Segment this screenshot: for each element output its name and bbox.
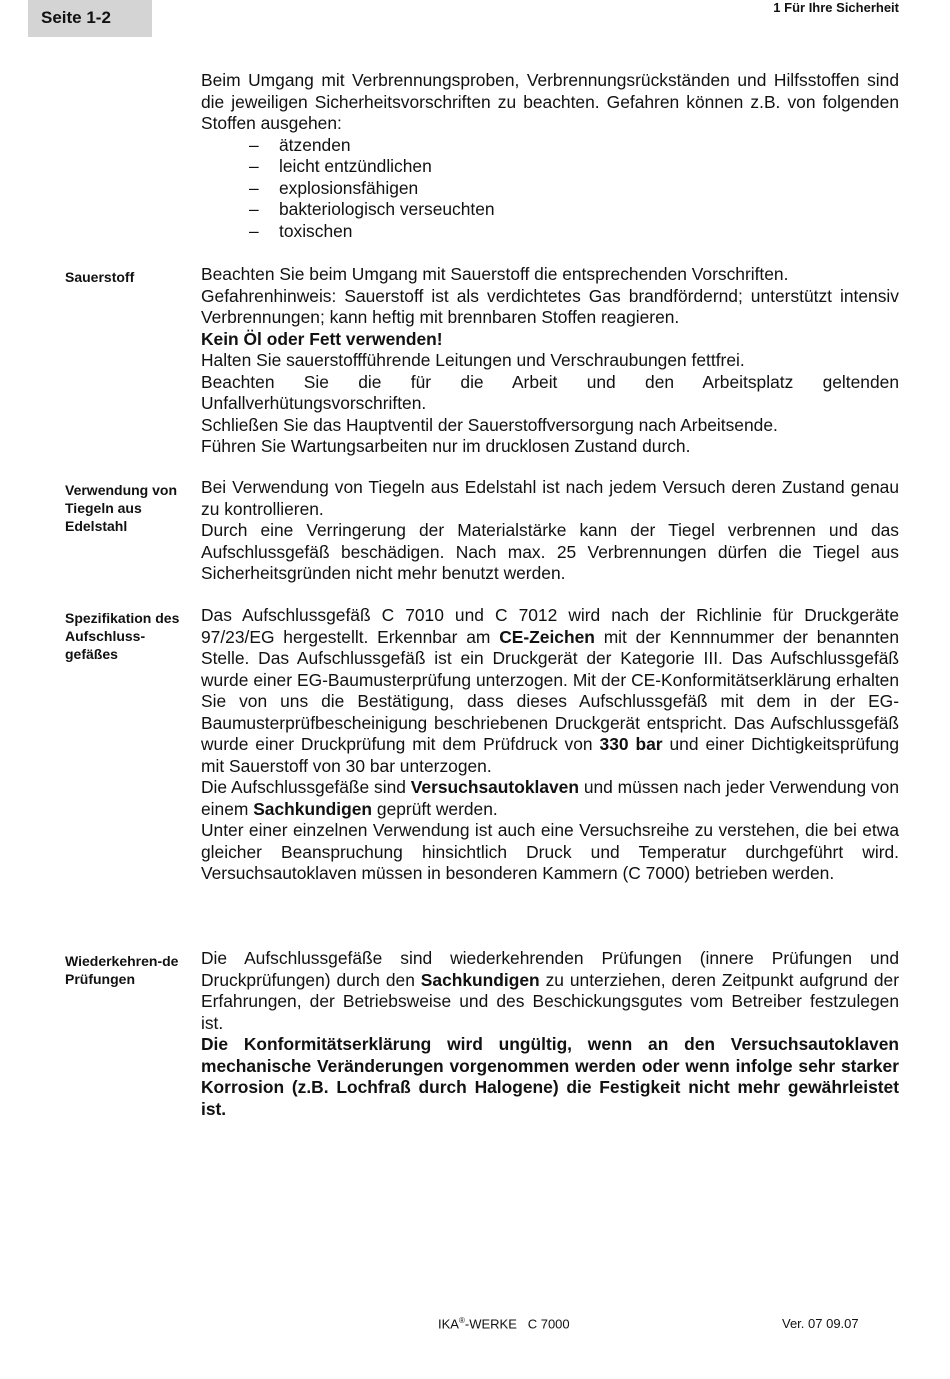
text-run-bold: CE-Zeichen [499,626,595,647]
text-run-bold: Versuchsautoklaven [410,777,579,797]
paragraph: Schließen Sie das Hauptventil der Sauerstoffversorgung nach Arbeitsende. [201,414,778,435]
brand-suffix: -WERKE [464,1316,517,1332]
paragraph: Führen Sie Wartungsarbeiten nur im drucklosen Zustand durch. [201,436,691,456]
warning-bold: Die Konformitätserklärung wird ungültig, wenn an den Versuchsautoklaven mechanische Veränderungen vorgenommen werden oder wenn infolge sehr starker Korrosion (z.B. Lochfraß durch Halogene) die Festigkeit nicht mehr gewährleistet ist. [201,1034,899,1119]
model-number: C 7000 [527,1316,570,1332]
list-item: – toxischen [249,221,899,243]
vessel-body [201,605,899,885]
text-run: mit der Kennnummer der benannten Stelle. Das Aufschlussgefäß ist ein Druckgerät der Kategorie III. Das Aufschlussgefäß wurde einer EG-Baumusterprüfung unterzogen. Mit der CE-Konformitätserklärung erhalten Sie von uns die Bestätigung, dass dieses Aufschlussgefäß mit dem in der EG-Baumusterprüfbescheinigung beschriebenen Druckgerät entspricht. Das Aufschlussgefäß wurde einer Druckprüfung mit dem Prüfdruck von [201,626,899,754]
section-label: Sauerstoff [65,269,135,285]
text-run: geprüft werden. [372,798,498,819]
registered-mark: ® [458,1316,465,1325]
inspections-body [201,948,899,1120]
chapter-title: 1 Für Ihre Sicherheit [773,0,899,15]
text-run-bold: 330 bar [599,734,663,754]
paragraph [201,1034,899,1120]
section-label: Spezifikation des Aufschluss-gefäßes [65,610,180,662]
list-item: – leicht entzündlichen [249,156,899,178]
list-item: – ätzenden [249,135,899,157]
paragraph [201,777,899,820]
text-run: Das Aufschlussgefäß C 7010 und C 7012 wird nach der Richlinie für Druckgeräte 97/23/EG hergestellt. Erkennbar am [201,605,899,647]
text-run: und einer Dichtigkeitsprüfung mit Sauerstoff von 30 bar unterzogen. [201,734,899,776]
intro-text: Beim Umgang mit Verbrennungsproben, Verbrennungsrückständen und Hilfsstoffen sind die jeweiligen Sicherheitsvorschriften zu beachten. Gefahren können z.B. von folgenden Stoffen ausgehen: [201,70,899,133]
text-run: Die Aufschlussgefäße sind [201,777,411,797]
page-number: Seite 1-2 [41,8,111,27]
paragraph: Halten Sie sauerstoffführende Leitungen und Verschraubungen fettfrei. [201,350,745,370]
list-item: – bakteriologisch verseuchten [249,199,899,221]
paragraph: Durch eine Verringerung der Materialstärke kann der Tiegel verbrennen und das Aufschlussgefäß beschädigen. Nach max. 25 Verbrennungen dürfen die Tiegel aus Sicherheitsgründen nicht mehr benutzt werden. [201,520,899,583]
section-label: Verwendung von Tiegeln aus Edelstahl [65,482,178,534]
footer-brand [438,1316,570,1331]
paragraph: Unter einer einzelnen Verwendung ist auch eine Versuchsreihe zu verstehen, die bei etwa gleicher Beanspruchung hinsichtlich Druck und Temperatur durchgeführt wird. Versuchsautoklaven müssen in besonderen Kammern (C 7000) betrieben werden. [201,820,899,883]
paragraph: Beachten Sie beim Umgang mit Sauerstoff die entsprechenden Vorschriften. [201,264,789,284]
list-item: – explosionsfähigen [249,178,899,200]
crucibles-body [201,477,899,585]
text-run: Die Aufschlussgefäße sind wiederkehrenden Prüfungen (innere Prüfungen und Druckprüfungen) durch den [201,948,899,990]
warning-bold: Kein Öl oder Fett verwenden! [201,328,443,349]
text-run-bold: Sachkundigen [420,969,540,990]
warning-text [201,329,899,351]
paragraph: Gefahrenhinweis: Sauerstoff ist als verdichtetes Gas brandfördernd; unterstützt intensiv Verbrennungen; kann heftig mit brennbaren Stoffen reagieren. [201,285,899,327]
text-run: und müssen nach jeder Verwendung von einem [201,777,900,819]
text-run-bold: Sachkundigen [253,798,373,819]
hazard-list [201,135,899,243]
text-run: zu unterziehen, deren Zeitpunkt aufgrund der Erfahrungen, der Betriebsweise und des Beschickungsgutes vom Betreiber festzulegen ist. [201,969,900,1033]
oxygen-body [201,264,899,458]
page-number-tab [28,0,152,37]
brand-name: IKA [438,1316,459,1332]
paragraph [201,605,899,777]
footer-version: Ver. 07 09.07 [782,1316,859,1331]
paragraph: Bei Verwendung von Tiegeln aus Edelstahl ist nach jedem Versuch deren Zustand genau zu kontrollieren. [201,477,899,519]
paragraph: Beachten Sie die für die Arbeit und den Arbeitsplatz geltenden Unfallverhütungsvorschriften. [201,371,899,413]
intro-body [201,70,899,242]
paragraph [201,948,899,1034]
section-label: Wiederkehren-de Prüfungen [65,953,179,987]
